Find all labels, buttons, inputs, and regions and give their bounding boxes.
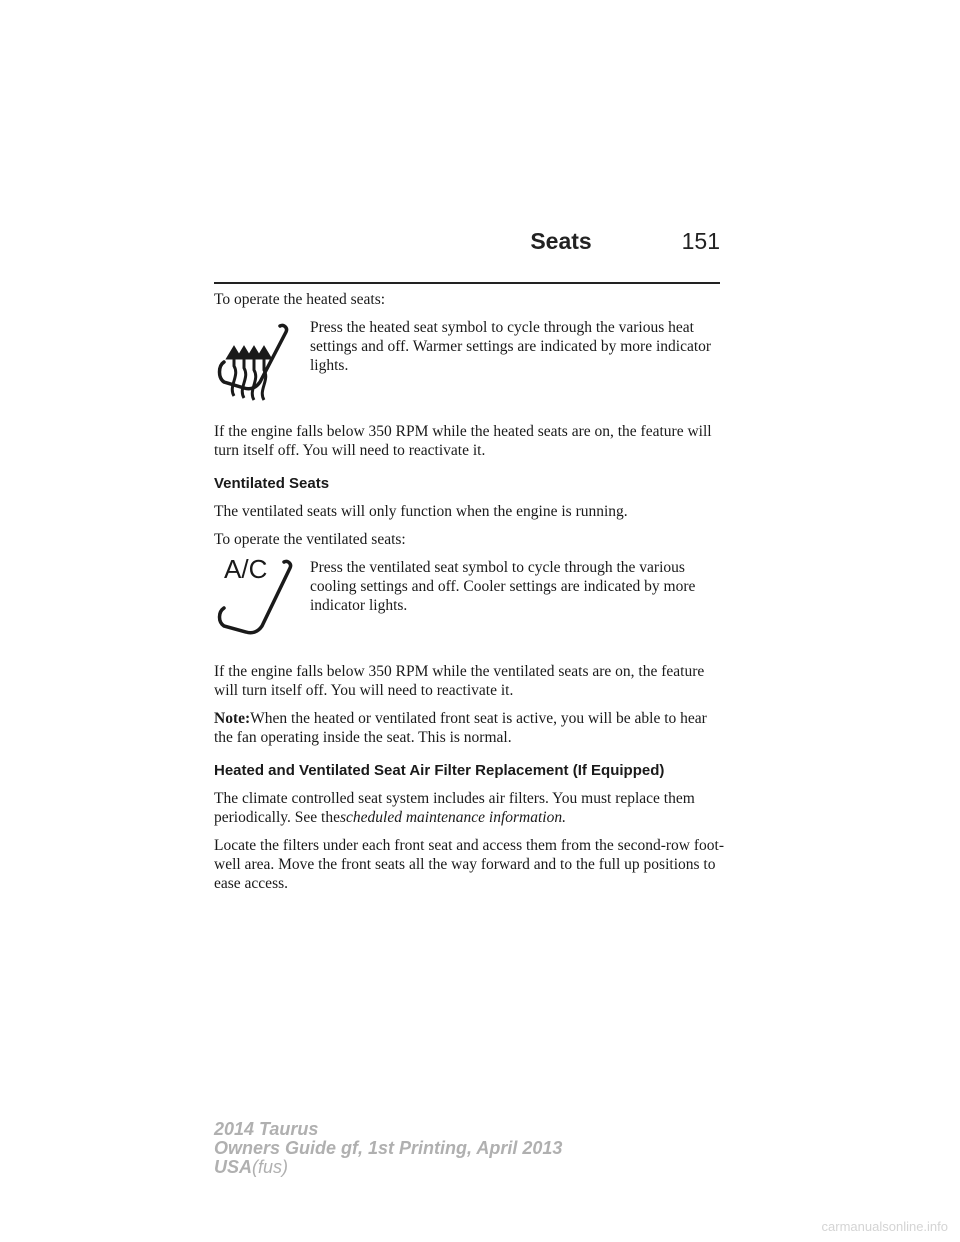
footer-region-code: (fus) (252, 1157, 289, 1177)
ventilated-instruction: Press the ventilated seat symbol to cycle through the various cooling settings and off. Cooler settings are indicated by more indicator lights. (310, 559, 696, 614)
ventilated-rpm-note: If the engine falls below 350 RPM while the ventilated seats are on, the feature will turn itself off. You will need to reactivate it. (214, 663, 705, 699)
header-rule (214, 282, 720, 284)
footer-line-2: Owners Guide gf, 1st Printing, April 2013 (214, 1138, 563, 1158)
footer-region: USA (214, 1157, 253, 1177)
scheduled-maintenance-link: scheduled maintenance information. (339, 809, 566, 826)
ventilated-heading: Ventilated Seats (214, 475, 330, 492)
ventilated-intro: To operate the ventilated seats: (214, 531, 406, 548)
note-text: When the heated or ventilated front seat is active, you will be able to hear the fan operating inside the seat. This is normal. (214, 710, 707, 746)
page-number: 151 (681, 228, 720, 254)
ac-label: A/C (224, 554, 268, 584)
filter-heading: Heated and Ventilated Seat Air Filter Replacement (If Equipped) (214, 762, 665, 779)
heated-seat-icon (214, 318, 310, 408)
ventilated-seat-row (214, 554, 724, 648)
filter-paragraph (214, 789, 724, 827)
heated-intro: To operate the heated seats: (214, 291, 386, 308)
heated-instruction: Press the heated seat symbol to cycle through the various heat settings and off. Warmer settings are indicated by more indicator lights. (310, 319, 712, 374)
heated-rpm-note: If the engine falls below 350 RPM while the heated seats are on, the feature will turn itself off. You will need to reactivate it. (214, 423, 712, 459)
page-section-title: Seats (530, 228, 592, 254)
ventilated-seat-icon (214, 554, 310, 648)
filter-locate: Locate the filters under each front seat and access them from the second-row foot-well area. Move the front seats all the way forward and to the full up positions to ease access. (214, 837, 724, 892)
note-paragraph (214, 709, 724, 747)
note-label: Note: (214, 710, 251, 727)
ventilated-function: The ventilated seats will only function when the engine is running. (214, 503, 628, 520)
page-footer (214, 1120, 714, 1177)
watermark: carmanualsonline.info (821, 1219, 948, 1234)
heated-seat-row (214, 318, 724, 408)
footer-line-3 (214, 1158, 714, 1177)
footer-line-1: 2014 Taurus (214, 1119, 319, 1139)
page-content (214, 290, 724, 902)
filter-text: The climate controlled seat system includes air filters. You must replace them periodically. See the (214, 790, 695, 826)
